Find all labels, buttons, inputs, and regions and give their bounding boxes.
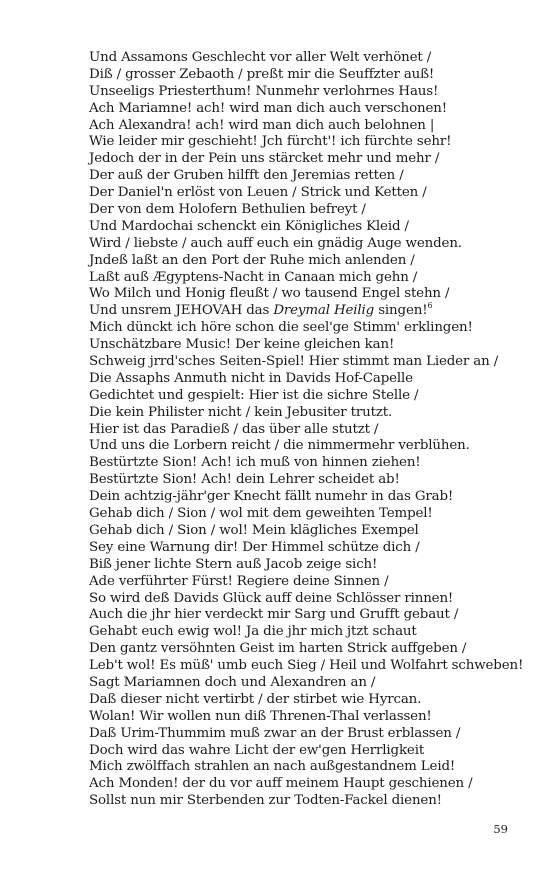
- page-number: 59: [493, 822, 508, 836]
- verse-line: Die kein Philister nicht / kein Jebusiter trutzt.: [89, 404, 393, 420]
- verse-line: So wird deß Davids Glück auff deine Schlösser rinnen!: [89, 590, 454, 606]
- verse-line: Laßt auß Ægyptens-Nacht in Canaan mich gehn /: [89, 269, 418, 285]
- italic-phrase: Dreymal Heilig: [273, 303, 375, 319]
- verse-line: Auch die jhr hier verdeckt mir Sarg und Grufft gebaut /: [89, 607, 459, 623]
- verse-line: Die Assaphs Anmuth nicht in Davids Hof-Capelle: [89, 370, 413, 386]
- verse-line: Mich zwölffach strahlen an nach außgestandnem Leid!: [89, 759, 456, 775]
- verse-line: Gehab dich / Sion / wol! Mein klägliches Exempel: [89, 522, 419, 538]
- verse-line: Wie leider mir geschieht! Jch fürcht'! ich fürchte sehr!: [89, 134, 452, 150]
- verse-line: Daß dieser nicht vertirbt / der stirbet wie Hyrcan.: [89, 691, 422, 707]
- verse-text: Und unsrem JEHOVAH das: [89, 303, 274, 319]
- verse-line: Wo Milch und Honig fleußt / wo tausend Engel stehn /: [89, 286, 450, 302]
- verse-line: Gehab dich / Sion / wol mit dem geweihten Tempel!: [89, 506, 433, 522]
- verse-line: Mich dünckt ich höre schon die seel'ge Stimm' erklingen!: [89, 320, 473, 336]
- verse-line: Biß jener lichte Stern auß Jacob zeige sich!: [89, 556, 378, 572]
- verse-line: Jndeß laßt an den Port der Ruhe mich anlenden /: [89, 252, 415, 268]
- verse-line: Sollst nun mir Sterbenden zur Todten-Fackel dienen!: [89, 793, 442, 809]
- verse-line: Sagt Mariamnen doch und Alexandren an /: [89, 674, 376, 690]
- verse-line: Der auß der Gruben hilfft den Jeremias retten /: [89, 168, 404, 184]
- verse-line: Ade verführter Fürst! Regiere deine Sinnen /: [89, 573, 389, 589]
- verse-line: Daß Urim-Thummim muß zwar an der Brust erblassen /: [89, 725, 461, 741]
- verse-line: Dein achtzig-jähr'ger Knecht fällt numehr in das Grab!: [89, 489, 454, 505]
- verse-line: Unschätzbare Music! Der keine gleichen kan!: [89, 337, 395, 353]
- verse-line: Leb't wol! Es müß' umb euch Sieg / Heil und Wolfahrt schweben!: [89, 658, 524, 674]
- verse-line: Den gantz versöhnten Geist im harten Strick auffgeben /: [89, 641, 467, 657]
- verse-line: Unseeligs Priesterthum! Nunmehr verlohrnes Haus!: [89, 83, 439, 99]
- verse-line: Und Mardochai schenckt ein Königliches Kleid /: [89, 218, 409, 234]
- verse-line: Und uns die Lorbern reicht / die nimmermehr verblühen.: [89, 438, 470, 454]
- verse-line: Ach Monden! der du vor auff meinem Haupt geschienen /: [89, 776, 473, 792]
- verse-line: Gedichtet und gespielt: Hier ist die sichre Stelle /: [89, 387, 419, 403]
- verse-line: [89, 303, 529, 320]
- verse-line: Ach Mariamne! ach! wird man dich auch verschonen!: [89, 100, 447, 116]
- verse-line: Der von dem Holofern Bethulien befreyt /: [89, 202, 366, 218]
- verse-line: Doch wird das wahre Licht der ew'gen Herrligkeit: [89, 742, 425, 758]
- verse-line: Schweig jrrd'sches Seiten-Spiel! Hier stimmt man Lieder an /: [89, 354, 499, 370]
- verse-line: Der Daniel'n erlöst von Leuen / Strick und Ketten /: [89, 185, 427, 201]
- verse-line: Wird / liebste / auch auff euch ein gnädig Auge wenden.: [89, 235, 462, 251]
- verse-line: Hier ist das Paradieß / das über alle stutzt /: [89, 421, 379, 437]
- verse-line: Und Assamons Geschlecht vor aller Welt verhönet /: [89, 50, 432, 65]
- verse-line: Jedoch der in der Pein uns stärcket mehr und mehr /: [89, 151, 440, 167]
- verse-line: Diß / grosser Zebaoth / preßt mir die Seuffzter auß!: [89, 66, 435, 82]
- verse-line: Gehabt euch ewig wol! Ja die jhr mich jtzt schaut: [89, 624, 417, 640]
- verse-block: [89, 50, 529, 810]
- verse-line: Wolan! Wir wollen nun diß Threnen-Thal verlassen!: [89, 708, 432, 724]
- verse-line: Bestürtzte Sion! Ach! ich muß von hinnen ziehen!: [89, 455, 421, 471]
- verse-line: Sey eine Warnung dir! Der Himmel schütze dich /: [89, 539, 420, 555]
- verse-line: Ach Alexandra! ach! wird man dich auch belohnen |: [89, 117, 435, 133]
- footnote-marker[interactable]: 6: [427, 301, 433, 311]
- verse-line: Bestürtzte Sion! Ach! dein Lehrer scheidet ab!: [89, 472, 400, 488]
- verse-text: singen!: [374, 303, 428, 319]
